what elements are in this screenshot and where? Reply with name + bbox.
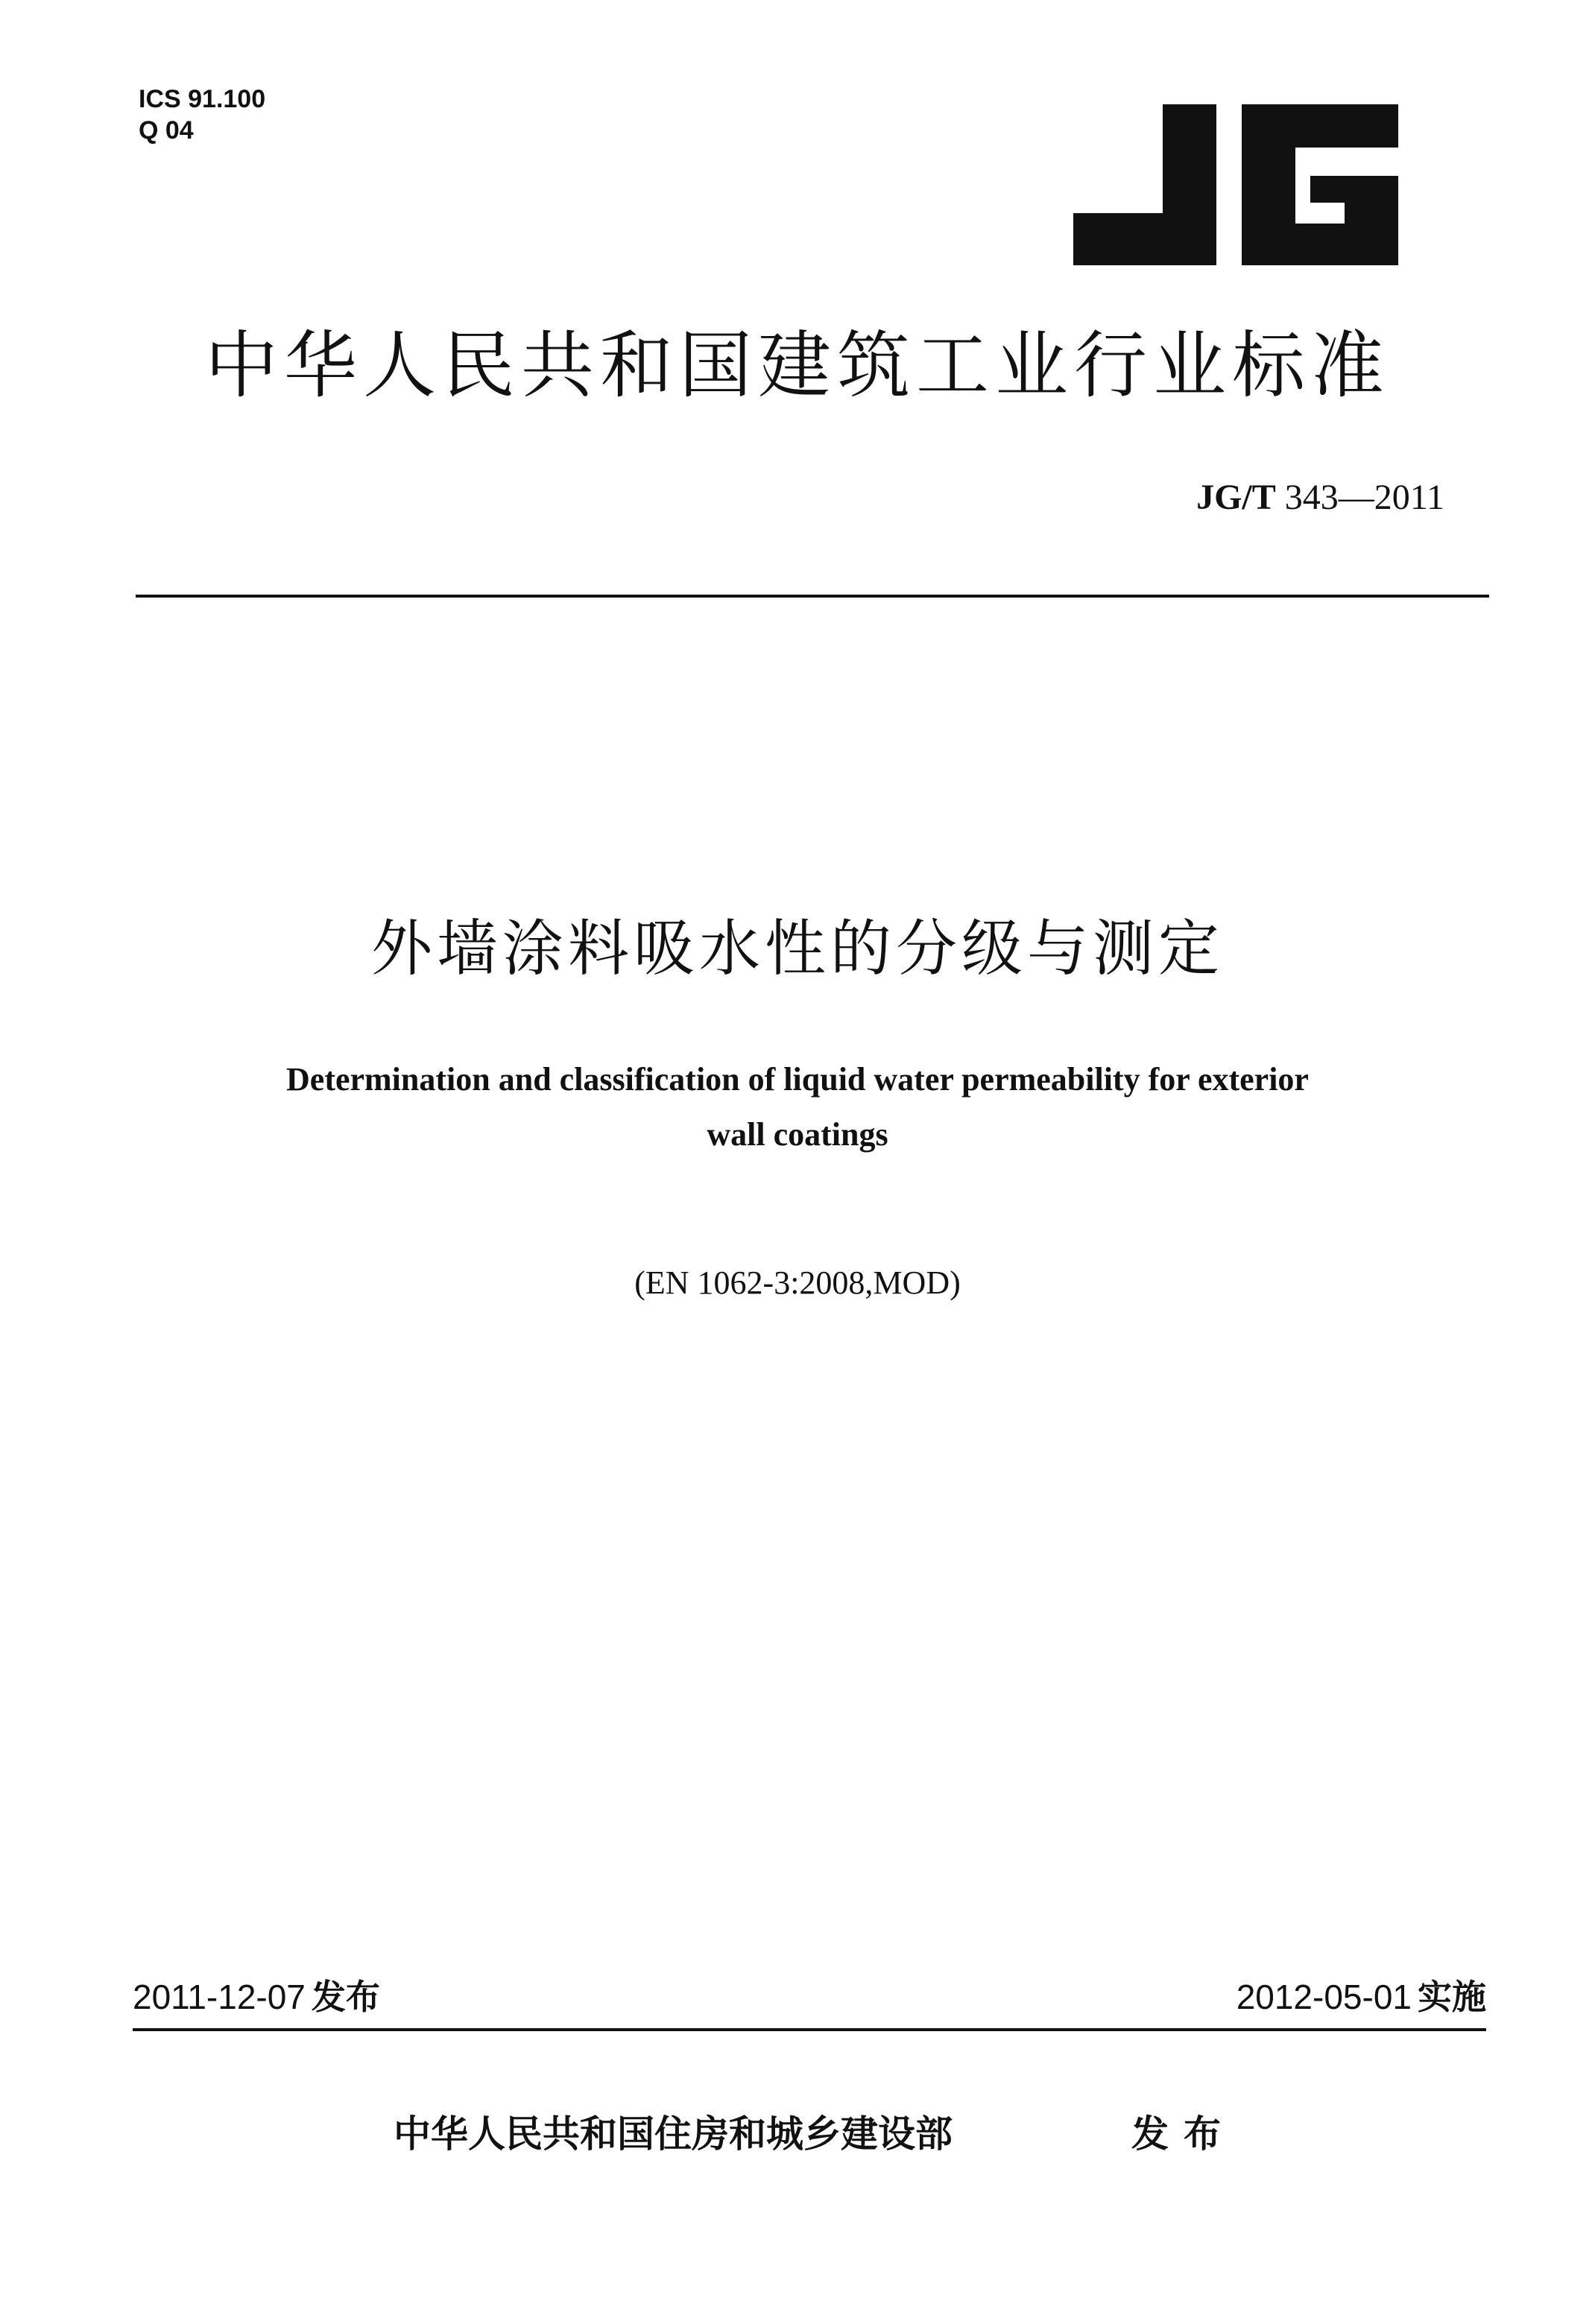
- issue-label: 发布: [311, 1977, 380, 2017]
- english-title-line-2: wall coatings: [707, 1116, 888, 1153]
- chinese-title: 外墙涂料吸水性的分级与测定: [370, 914, 1224, 984]
- standard-code: 343—2011: [1284, 478, 1444, 517]
- publisher-name: 中华人民共和国住房和城乡建设部: [394, 2112, 953, 2156]
- jg-logo-icon: [1073, 104, 1398, 265]
- issue-date-block: [133, 1976, 380, 2018]
- standard-number: [1196, 477, 1444, 519]
- org-title: 中华人民共和国建筑工业行业标准: [204, 323, 1390, 408]
- ics-code: ICS 91.100: [139, 85, 266, 113]
- adoption-reference: (EN 1062-3:2008,MOD): [634, 1264, 961, 1301]
- implementation-date: 2012-05-01: [1236, 1978, 1412, 2016]
- english-title-line-1: Determination and classification of liquid water permeability for exterior: [286, 1061, 1309, 1098]
- standard-prefix: JG/T: [1196, 478, 1276, 517]
- publisher-action: 发布: [1131, 2112, 1236, 2156]
- footer-divider: [133, 2028, 1486, 2031]
- implementation-label: 实施: [1418, 1977, 1486, 2017]
- ccs-code: Q 04: [139, 116, 194, 145]
- english-title: [171, 1052, 1424, 1162]
- issue-date: 2011-12-07: [133, 1978, 306, 2016]
- implementation-date-block: [1236, 1976, 1486, 2018]
- header-divider: [136, 595, 1489, 598]
- classification-codes: [139, 83, 265, 146]
